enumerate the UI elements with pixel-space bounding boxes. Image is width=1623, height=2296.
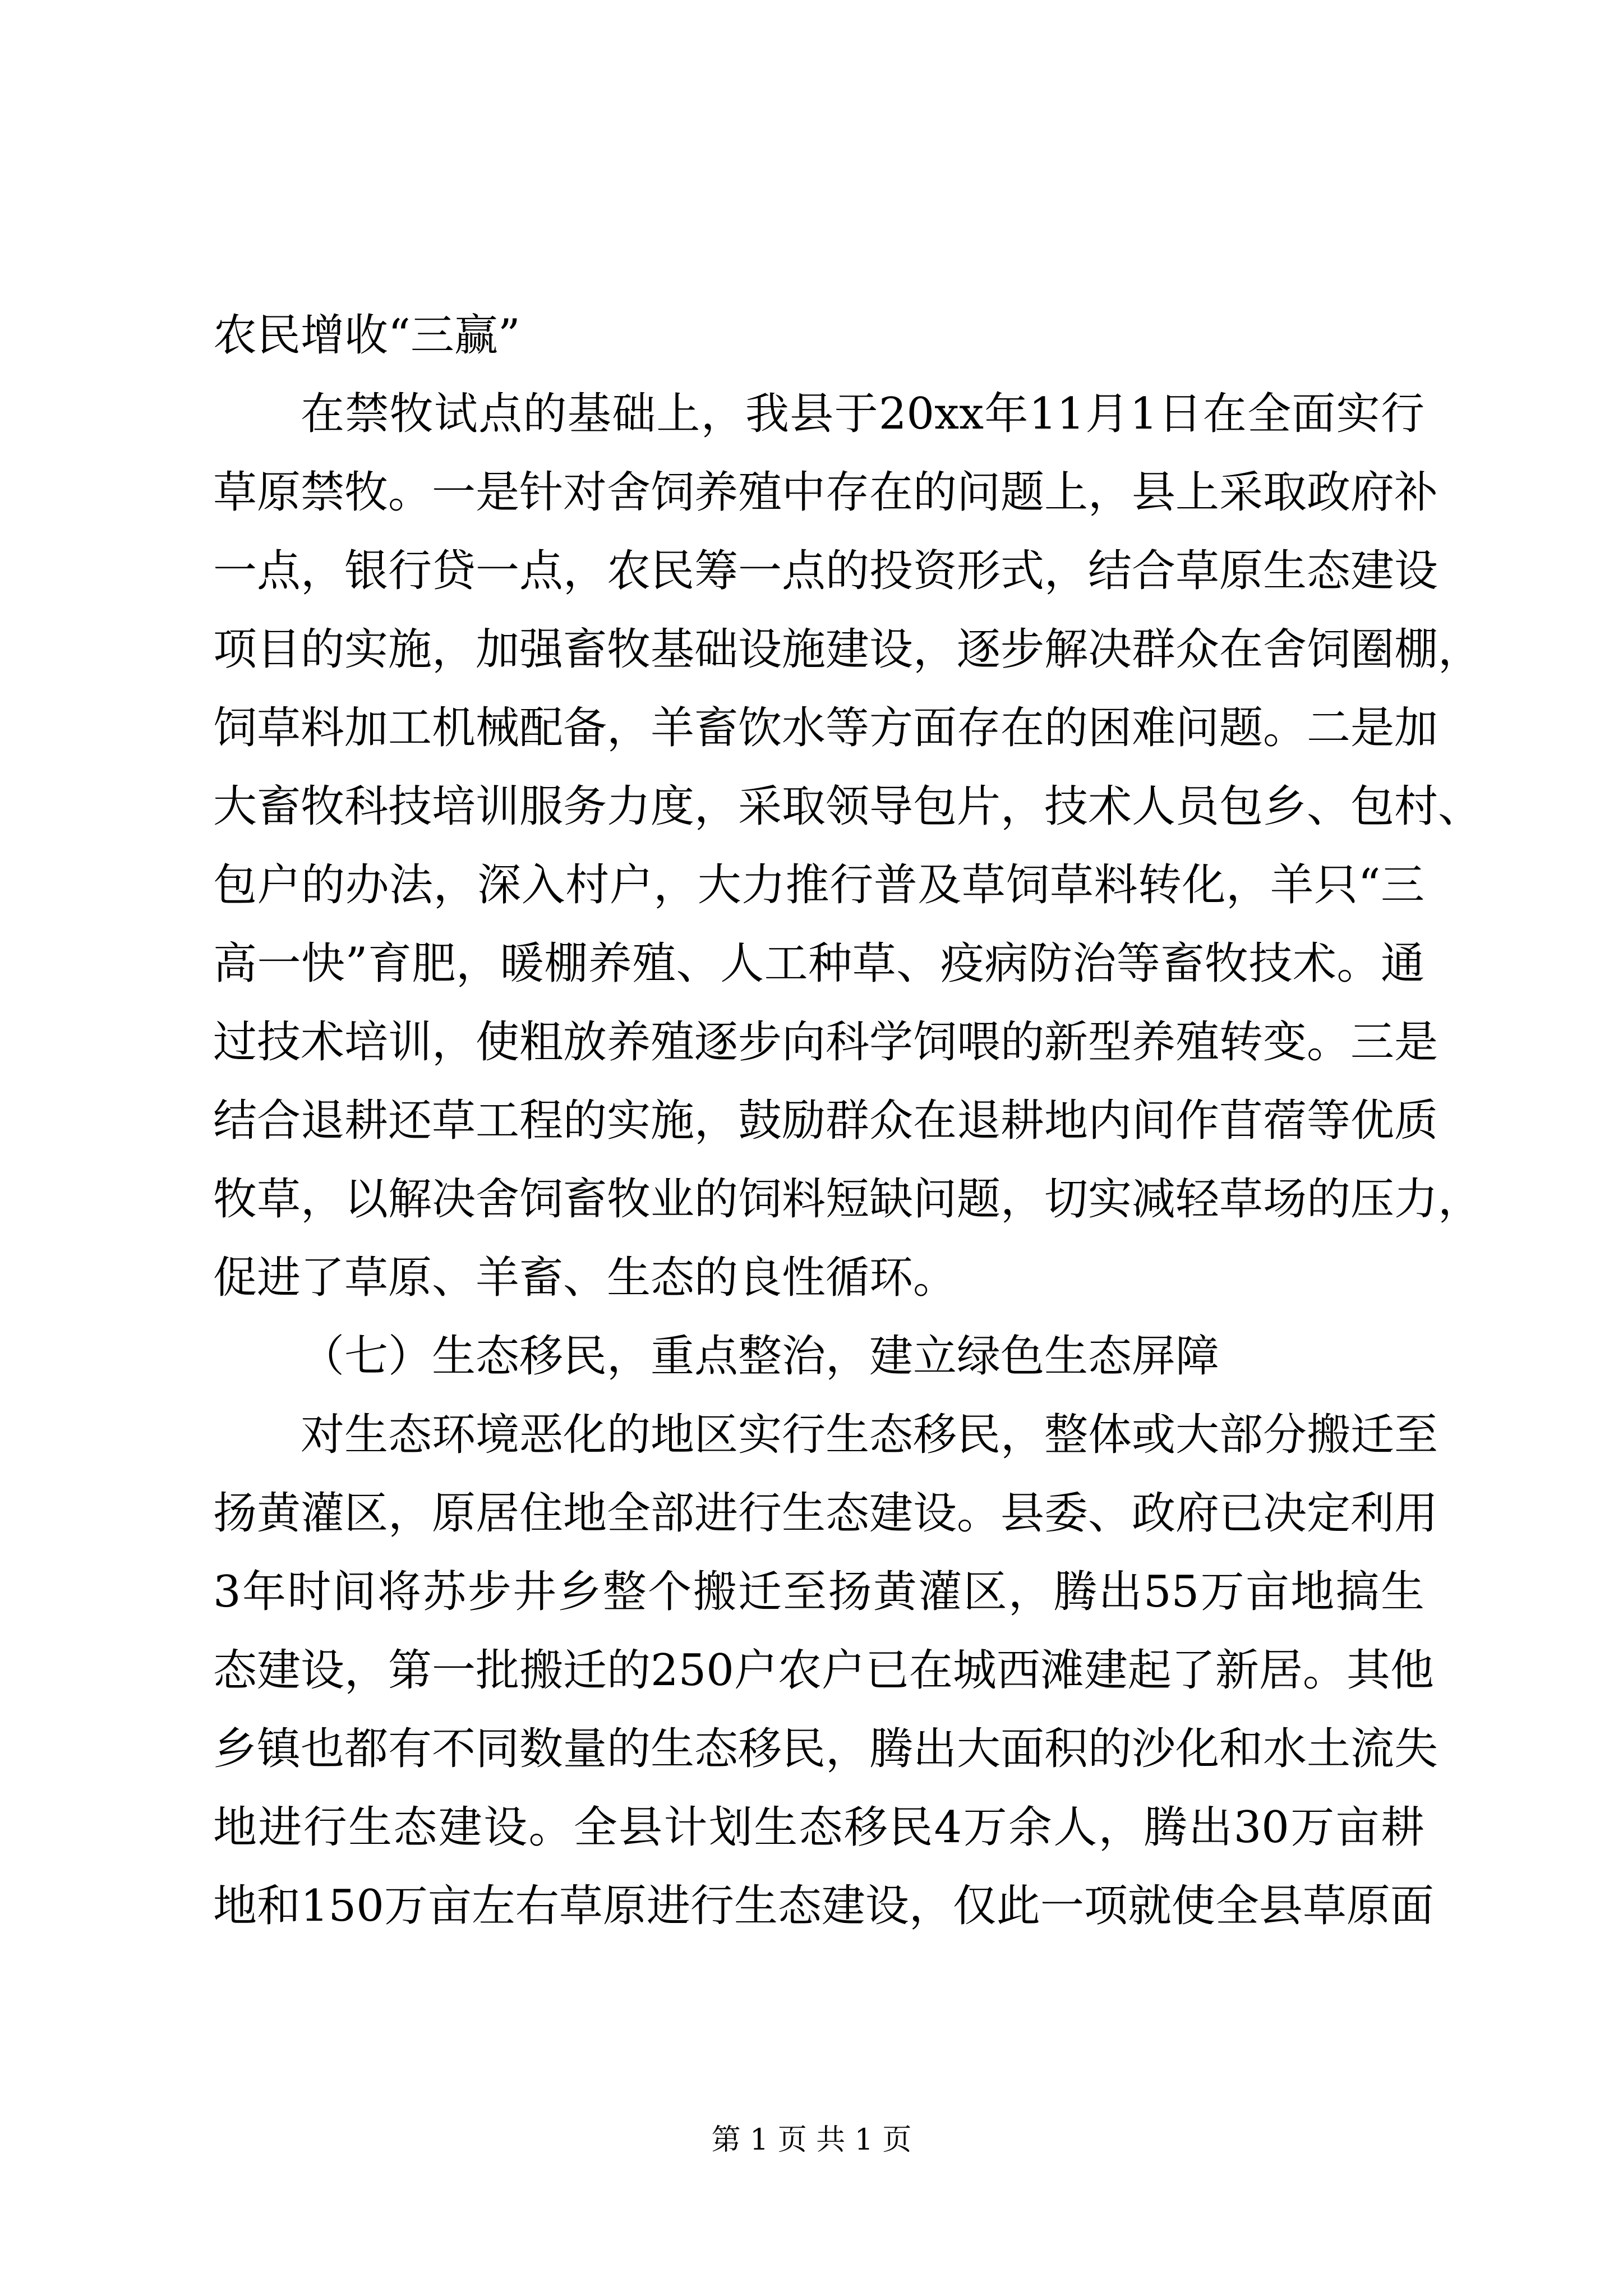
section-heading: （七）生态移民，重点整治，建立绿色生态屏障 (301, 1331, 1220, 1382)
text-line: 地进行生态建设。全县计划生态移民4万余人，腾出30万亩耕 (213, 1802, 1424, 1853)
text-line: 饲草料加工机械配备，羊畜饮水等方面存在的困难问题。二是加 (213, 703, 1438, 753)
text-line: 农民增收“三赢” (213, 310, 520, 361)
text-line: 结合退耕还草工程的实施，鼓励群众在退耕地内间作苜蓿等优质 (213, 1096, 1438, 1146)
page-footer (0, 2120, 1623, 2160)
text-line: 3年时间将苏步井乡整个搬迁至扬黄灌区，腾出55万亩地搞生 (213, 1567, 1424, 1617)
text-line: 过技术培训，使粗放养殖逐步向科学饲喂的新型养殖转变。三是 (213, 1017, 1438, 1068)
page-number-label: 第 1 页 共 1 页 (711, 2123, 912, 2157)
text-line: 牧草，以解决舍饲畜牧业的饲料短缺问题，切实减轻草场的压力， (213, 1174, 1482, 1225)
text-line: 乡镇也都有不同数量的生态移民，腾出大面积的沙化和水土流失 (213, 1724, 1438, 1774)
text-line: 草原禁牧。一是针对舍饲养殖中存在的问题上，县上采取政府补 (213, 467, 1438, 518)
document-body (213, 296, 1482, 1945)
paragraph-last-line: 促进了草原、羊畜、生态的良性循环。 (213, 1253, 957, 1303)
text-line: 包户的办法，深入村户，大力推行普及草饲草料转化，羊只“三 (213, 860, 1424, 910)
text-line: 扬黄灌区，原居住地全部进行生态建设。县委、政府已决定利用 (213, 1488, 1438, 1539)
text-line: 地和150万亩左右草原进行生态建设，仅此一项就使全县草原面 (213, 1881, 1434, 1931)
text-line: 高一快”育肥，暖棚养殖、人工种草、疫病防治等畜牧技术。通 (213, 938, 1424, 989)
text-line: 大畜牧科技培训服务力度，采取领导包片，技术人员包乡、包村、 (213, 781, 1482, 832)
text-line: 态建设，第一批搬迁的250户农户已在城西滩建起了新居。其他 (213, 1645, 1434, 1696)
text-line: 一点，银行贷一点，农民筹一点的投资形式，结合草原生态建设 (213, 546, 1438, 596)
paragraph-first-line: 在禁牧试点的基础上，我县于20xx年11月1日在全面实行 (301, 389, 1424, 439)
paragraph-first-line: 对生态环境恶化的地区实行生态移民，整体或大部分搬迁至 (301, 1410, 1438, 1460)
text-line: 项目的实施，加强畜牧基础设施建设，逐步解决群众在舍饲圈棚， (213, 624, 1482, 675)
